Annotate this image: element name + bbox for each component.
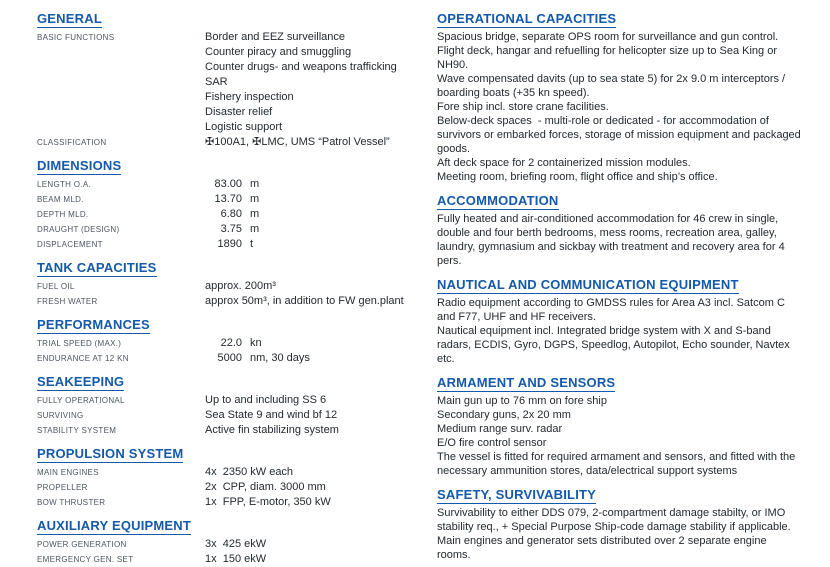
spec-row: [37, 552, 437, 567]
text-section-operational-capacities: [437, 11, 830, 184]
spec-row: [37, 537, 437, 552]
section-title-text: SAFETY, SURVIVABILITY: [437, 487, 597, 502]
text-line: Nautical equipment incl. Integrated bridge system with X and S-band: [437, 325, 771, 337]
value-line: 3x 425 ekW: [205, 538, 267, 550]
value-unit: nm, 30 days: [250, 352, 310, 364]
spec-value: [205, 480, 437, 495]
text-section-safety-survivability: [437, 487, 830, 562]
section-title: [37, 446, 437, 463]
text-line: and F77, UHF and HF receivers.: [437, 311, 596, 323]
spec-row: [37, 336, 437, 351]
value-number: 83.00: [214, 178, 242, 190]
value-number: 13.70: [214, 193, 242, 205]
text-line: Fully heated and air-conditioned accommodation for 46 crew in single,: [437, 213, 779, 225]
text-line: Below-deck spaces - multi-role or dedicated - for accommodation of: [437, 115, 769, 127]
spec-value: [205, 135, 437, 150]
spec-value: [205, 279, 437, 294]
value-number: 3.75: [220, 223, 242, 235]
section-title-text: AUXILIARY EQUIPMENT: [37, 518, 192, 533]
section-title-text: PROPULSION SYSTEM: [37, 446, 184, 461]
spec-label: BEAM MLD.: [37, 195, 84, 204]
spec-label: ENDURANCE AT 12 KN: [37, 354, 129, 363]
spec-value: [205, 465, 437, 480]
value-number: 1890: [217, 238, 242, 250]
text-line: etc.: [437, 353, 455, 365]
value-line: Logistic support: [205, 121, 283, 133]
section-title-text: DIMENSIONS: [37, 158, 122, 173]
value-unit: t: [250, 238, 254, 250]
spec-row: [37, 192, 437, 207]
text-line: Main gun up to 76 mm on fore ship: [437, 395, 607, 407]
section-title-text: ARMAMENT AND SENSORS: [437, 375, 616, 390]
value-unit: m: [250, 193, 260, 205]
text-line: Meeting room, briefing room, flight office and ship’s office.: [437, 171, 718, 183]
text-line: Radio equipment according to GMDSS rules for Area A3 incl. Satcom C: [437, 297, 785, 309]
spec-value: [205, 177, 437, 192]
value-line: 4x 2350 kW each: [205, 466, 294, 478]
text-line: Survivability to either DDS 079, 2-compartment damage stabilty, or IMO: [437, 507, 786, 519]
value-line: Border and EEZ surveillance: [205, 31, 346, 43]
text-line: boarding boats (+35 kn speed).: [437, 87, 590, 99]
value-number: 22.0: [220, 337, 242, 349]
spec-row: [37, 237, 437, 252]
spec-section-seakeeping: [37, 374, 437, 438]
text-section-armament-and-sensors: [437, 375, 830, 478]
spec-row: [37, 135, 437, 150]
value-line: Up to and including SS 6: [205, 394, 327, 406]
spec-section-tank-capacities: [37, 260, 437, 309]
text-line: stability req., + Special Purpose Ship-code damage stability if applicable.: [437, 521, 791, 533]
spec-label: CLASSIFICATION: [37, 138, 107, 147]
spec-row: [37, 30, 437, 135]
spec-label: BASIC FUNCTIONS: [37, 33, 115, 42]
spec-section-general: [37, 11, 437, 150]
spec-row: [37, 351, 437, 366]
text-line: Secondary guns, 2x 20 mm: [437, 409, 571, 421]
text-line: Flight deck, hangar and refuelling for helicopter size up to Sea King or: [437, 45, 777, 57]
spec-value: [205, 351, 437, 366]
text-line: laundry, gymnasium and sickbay with treatment and recovery area for 4: [437, 241, 785, 253]
section-title-text: ACCOMMODATION: [437, 193, 559, 208]
right-column: [437, 11, 830, 561]
spec-value: [205, 537, 437, 552]
spec-value: [205, 192, 437, 207]
section-title: [437, 193, 830, 210]
value-unit: m: [250, 208, 260, 220]
spec-value: [205, 294, 437, 309]
spec-label: DRAUGHT (DESIGN): [37, 225, 120, 234]
value-line: approx 50m³, in addition to FW gen.plant: [205, 295, 404, 307]
spec-label: DEPTH MLD.: [37, 210, 89, 219]
text-line: pers.: [437, 255, 462, 267]
spec-label: FULLY OPERATIONAL: [37, 396, 125, 405]
text-line: Aft deck space for 2 containerized mission modules.: [437, 157, 691, 169]
section-title-text: SEAKEEPING: [37, 374, 125, 389]
value-line: Counter drugs- and weapons trafficking: [205, 61, 397, 73]
section-title: [37, 260, 437, 277]
value-number: 6.80: [220, 208, 242, 220]
value-number: 5000: [217, 352, 242, 364]
value-unit: m: [250, 178, 260, 190]
spec-label: FRESH WATER: [37, 297, 98, 306]
spec-value: [205, 408, 437, 423]
section-title: [437, 375, 830, 392]
value-line: approx. 200m³: [205, 280, 276, 292]
value-line: 1x FPP, E-motor, 350 kW: [205, 496, 331, 508]
spec-row: [37, 294, 437, 309]
spec-value: [205, 336, 437, 351]
spec-value: [205, 207, 437, 222]
spec-label: DISPLACEMENT: [37, 240, 103, 249]
section-title: [37, 518, 437, 535]
left-column: [37, 11, 437, 565]
text-line: radars, ECDIS, Gyro, DGPS, Speedlog, Autopilot, Echo sounder, Navtex: [437, 339, 790, 351]
text-line: double and four berth bedrooms, mess rooms, recreation area, galley,: [437, 227, 777, 239]
spec-value: [205, 552, 437, 567]
value-line: Counter piracy and smuggling: [205, 46, 352, 58]
spec-row: [37, 465, 437, 480]
spec-row: [37, 207, 437, 222]
spec-label: FUEL OIL: [37, 282, 75, 291]
spec-row: [37, 408, 437, 423]
text-section-nautical-and-communication-equipment: [437, 277, 830, 366]
text-line: NH90.: [437, 59, 469, 71]
spec-section-auxiliary-equipment: [37, 518, 437, 567]
spec-row: [37, 393, 437, 408]
text-section-accommodation: [437, 193, 830, 268]
spec-value: [205, 30, 437, 135]
text-line: necessary ammunition stores, data/electrical support systems: [437, 465, 738, 477]
text-line: Main engines and generator sets distributed over 2 separate engine: [437, 535, 767, 547]
text-line: Spacious bridge, separate OPS room for surveillance and gun control.: [437, 31, 779, 43]
value-line: SAR: [205, 76, 228, 88]
spec-row: [37, 222, 437, 237]
text-line: goods.: [437, 143, 471, 155]
spec-row: [37, 480, 437, 495]
section-title-text: OPERATIONAL CAPACITIES: [437, 11, 617, 26]
section-title: [37, 317, 437, 334]
spec-label: BOW THRUSTER: [37, 498, 106, 507]
spec-label: PROPELLER: [37, 483, 88, 492]
section-title-text: NAUTICAL AND COMMUNICATION EQUIPMENT: [437, 277, 739, 292]
spec-value: [205, 237, 437, 252]
text-line: E/O fire control sensor: [437, 437, 547, 449]
spec-row: [37, 177, 437, 192]
text-line: Medium range surv. radar: [437, 423, 563, 435]
value-line: ✠100A1, ✠LMC, UMS “Patrol Vessel”: [205, 136, 390, 148]
spec-section-propulsion-system: [37, 446, 437, 510]
spec-row: [37, 495, 437, 510]
spec-row: [37, 423, 437, 438]
text-line: The vessel is fitted for required armament and sensors, and fitted with the: [437, 451, 796, 463]
section-title-text: PERFORMANCES: [37, 317, 150, 332]
spec-section-dimensions: [37, 158, 437, 252]
value-line: 1x 150 ekW: [205, 553, 267, 565]
value-line: Sea State 9 and wind bf 12: [205, 409, 338, 421]
spec-value: [205, 495, 437, 510]
spec-label: EMERGENCY GEN. SET: [37, 555, 134, 564]
value-unit: kn: [250, 337, 262, 349]
section-title: [37, 158, 437, 175]
value-line: Fishery inspection: [205, 91, 294, 103]
value-line: Disaster relief: [205, 106, 273, 118]
spec-value: [205, 393, 437, 408]
section-title: [37, 374, 437, 391]
spec-value: [205, 222, 437, 237]
value-unit: m: [250, 223, 260, 235]
text-line: rooms.: [437, 549, 471, 561]
spec-label: TRIAL SPEED (MAX.): [37, 339, 122, 348]
spec-label: POWER GENERATION: [37, 540, 127, 549]
value-line: Active fin stabilizing system: [205, 424, 339, 436]
section-title-text: GENERAL: [37, 11, 102, 26]
spec-label: MAIN ENGINES: [37, 468, 99, 477]
section-title: [437, 277, 830, 294]
text-line: survivors or embarked forces, storage of mission equipment and packaged: [437, 129, 801, 141]
spec-label: LENGTH O.A.: [37, 180, 91, 189]
section-title: [437, 11, 830, 28]
spec-label: STABILITY SYSTEM: [37, 426, 117, 435]
spec-label: SURVIVING: [37, 411, 84, 420]
value-line: 2x CPP, diam. 3000 mm: [205, 481, 326, 493]
spec-row: [37, 279, 437, 294]
section-title: [437, 487, 830, 504]
section-title: [37, 11, 437, 28]
spec-section-performances: [37, 317, 437, 366]
spec-value: [205, 423, 437, 438]
section-title-text: TANK CAPACITIES: [37, 260, 157, 275]
text-line: Wave compensated davits (up to sea state 5) for 2x 9.0 m interceptors /: [437, 73, 786, 85]
text-line: Fore ship incl. store crane facilities.: [437, 101, 609, 113]
